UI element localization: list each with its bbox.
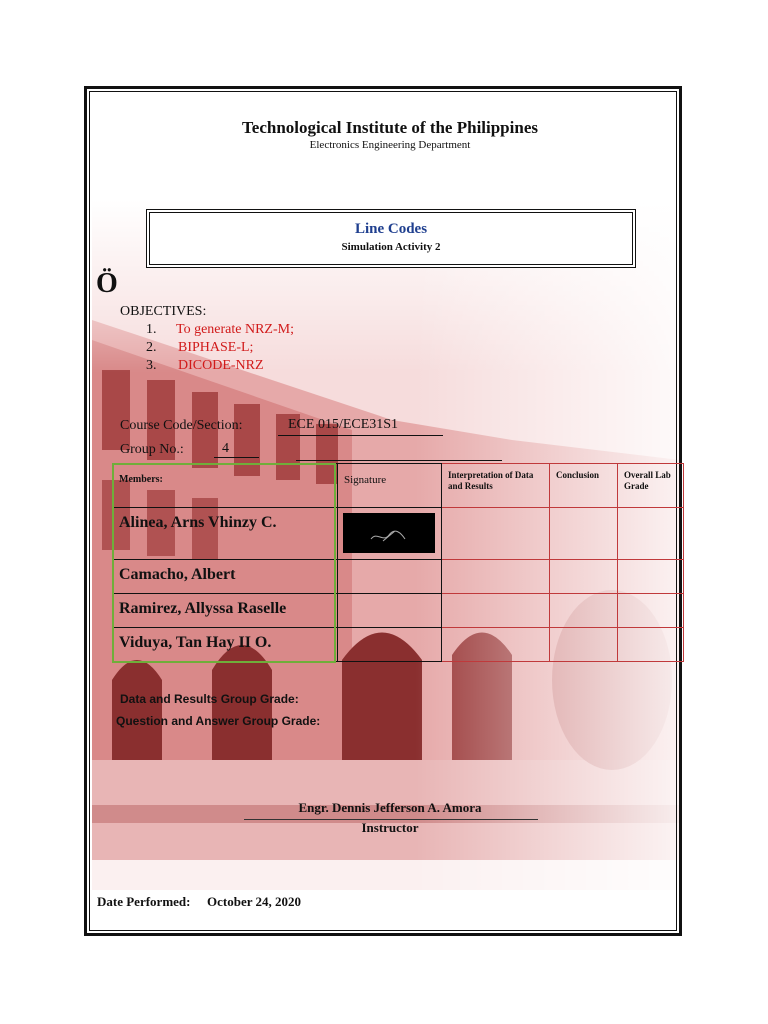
course-code-label: Course Code/Section: xyxy=(120,418,243,433)
objective-number: 2. xyxy=(146,340,157,355)
conclusion-cell xyxy=(550,560,618,594)
group-number-label: Group No.: xyxy=(120,442,184,457)
conclusion-cell xyxy=(550,508,618,560)
member-name: Viduya, Tan Hay II O. xyxy=(119,634,272,651)
header-conclusion xyxy=(550,464,618,508)
objectives-heading: OBJECTIVES: xyxy=(120,304,207,319)
interpretation-cell xyxy=(442,560,550,594)
group-number-underline xyxy=(214,457,259,458)
activity-title: Line Codes xyxy=(354,221,428,237)
member-cell xyxy=(113,628,338,662)
instructor-role: Instructor xyxy=(361,820,419,835)
member-cell xyxy=(113,508,338,560)
member-name: Ramirez, Allyssa Raselle xyxy=(119,600,287,617)
header-members xyxy=(113,464,338,508)
signature-image xyxy=(343,513,435,553)
objective-text: BIPHASE-L; xyxy=(178,340,254,355)
conclusion-cell xyxy=(550,628,618,662)
interpretation-cell xyxy=(442,594,550,628)
group-extra-underline xyxy=(296,460,502,461)
table-row xyxy=(113,508,684,560)
member-cell xyxy=(113,594,338,628)
overall-grade-cell xyxy=(618,560,684,594)
date-performed-value: October 24, 2020 xyxy=(207,894,301,909)
header-members-label: Members: xyxy=(119,474,163,485)
signature-cell xyxy=(338,594,442,628)
table-row xyxy=(113,560,684,594)
instructor-name: Engr. Dennis Jefferson A. Amora xyxy=(298,800,482,815)
interpretation-cell xyxy=(442,628,550,662)
overall-grade-cell xyxy=(618,508,684,560)
course-code-underline xyxy=(278,435,443,436)
date-performed-label: Date Performed: xyxy=(97,894,191,909)
header-interpretation-label: Interpretation of Data and Results xyxy=(448,470,534,492)
objective-text: To generate NRZ-M; xyxy=(176,322,294,337)
signature-cell xyxy=(338,628,442,662)
header-conclusion-label: Conclusion xyxy=(556,470,600,480)
question-answer-grade-label: Question and Answer Group Grade: xyxy=(116,714,321,728)
interpretation-cell xyxy=(442,508,550,560)
members-grade-table xyxy=(112,463,684,662)
member-name: Alinea, Arns Vhinzy C. xyxy=(119,514,277,531)
objective-number: 1. xyxy=(146,322,157,337)
header-signature-label: Signature xyxy=(344,474,387,486)
course-code-value: ECE 015/ECE31S1 xyxy=(288,417,399,432)
data-results-grade-label: Data and Results Group Grade: xyxy=(120,692,299,706)
table-row xyxy=(113,628,684,662)
member-cell xyxy=(113,560,338,594)
header-overall-label: Overall Lab Grade xyxy=(624,470,671,492)
header-overall xyxy=(618,464,684,508)
header-interpretation xyxy=(442,464,550,508)
signature-cell xyxy=(338,560,442,594)
conclusion-cell xyxy=(550,594,618,628)
group-number-value: 4 xyxy=(222,441,229,456)
activity-title-box xyxy=(146,209,636,268)
member-name: Camacho, Albert xyxy=(119,566,236,583)
overall-grade-cell xyxy=(618,594,684,628)
signature-cell xyxy=(338,508,442,560)
overall-grade-cell xyxy=(618,628,684,662)
header-signature xyxy=(338,464,442,508)
table-row xyxy=(113,594,684,628)
activity-subtitle: Simulation Activity 2 xyxy=(341,241,441,253)
objective-number: 3. xyxy=(146,358,157,373)
department-subtitle: Electronics Engineering Department xyxy=(309,139,471,151)
institution-title: Technological Institute of the Philippines xyxy=(242,118,538,137)
o-umlaut-mark: Ö xyxy=(96,268,118,299)
objective-text: DICODE-NRZ xyxy=(178,358,264,373)
table-header-row xyxy=(113,464,684,508)
